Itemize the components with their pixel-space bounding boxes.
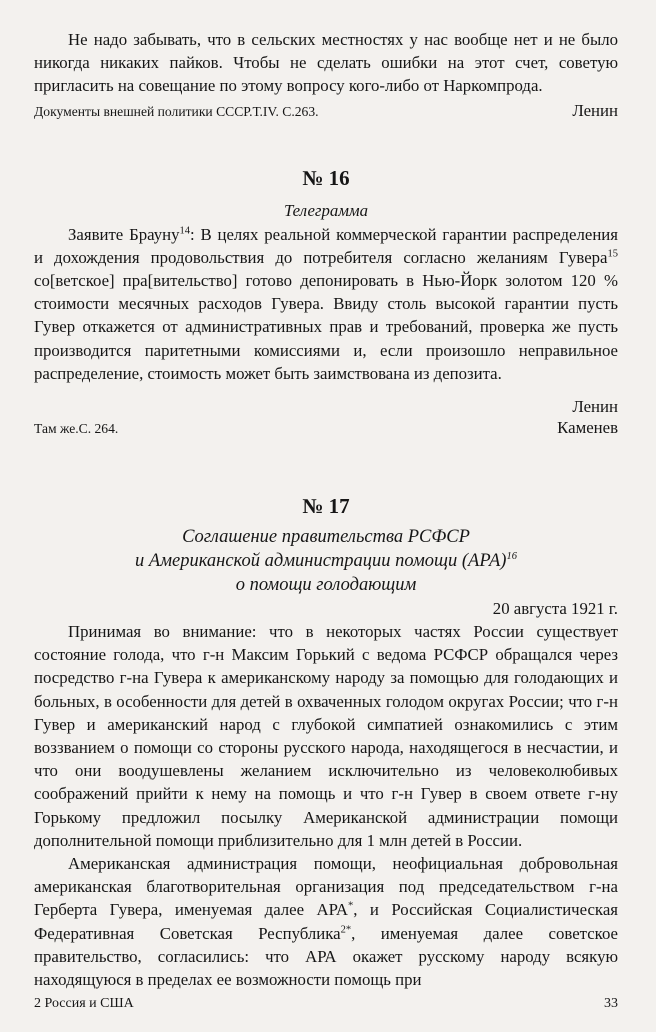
doc17-title-line3: о помощи голодающим [235,575,417,596]
doc16-telegram-text [34,223,618,385]
doc17-title-line2 [34,549,618,573]
footnote-ref-14: 14 [179,225,190,237]
doc16-text-part3: со[ветское] пра[вительство] готово депонировать в Нью-Йорк золотом 120 % стоимости месячных расходов Гувера. Ввиду столь высокой гарантии пусть Гувер откажется от административных прав и требований, проверка же пусть производится паритетными комиссиями и, если произошло неправильное распределение, стоимость может быть заимствована из депозита. [34,271,618,383]
doc16-source: Там же.С. 264. [34,421,119,437]
doc17-title-line1: Соглашение правительства РСФСР [182,527,470,548]
doc17-number: № 17 [302,494,350,519]
doc16-text-part1: Заявите Брауну [68,224,180,244]
doc15-signature: Ленин [572,100,618,120]
footer-signature-mark: 2 Россия и США [34,996,134,1011]
doc16-citation-row [34,418,618,438]
doc15-source: Документы внешней политики СССР.Т.IV. С.263. [34,103,319,119]
doc16-text-part2: : В целях реальной коммерческой гарантии распределения и дохождения продовольствия до потребителя согласно желаниям Гувера [34,224,618,267]
doc15-citation-row [34,101,618,121]
footnote-ref-star: * [347,900,354,912]
doc16-signature-kamenev: Каменев [557,418,618,438]
doc17-paragraph2-part2: , и Российская Социалистическая Федеративная Советская Республика [34,900,619,943]
doc17-paragraph2-part1: Американская администрация помощи, неофициальная добровольная американская благотворительная организация под председательством г-на Герберта Гувера, именуемая далее АРА [34,854,618,920]
doc15-closing-paragraph: Не надо забывать, что в сельских местностях у нас вообще нет и не было никогда никаких пайков. Чтобы не сделать ошибки на этот счет, советую пригласить на совещание по этому вопросу кого-либо от Наркомпрода. [34,30,618,96]
doc17-paragraph1: Принимая во внимание: что в некоторых частях России существует состояние голода, что г-н Максим Горький с ведома РСФСР обращался через посредство г-на Гувера к американскому народу за помощью для голодающих и больных, в особенности для детей в охваченных голодом округах России; что г-н Гувер и американский народ с глубокой симпатией ознакомились с этим воззванием о помощи со стороны русского народа, находящегося в несчастии, и что они воодушевлены желанием исключительно из человеколюбивых соображений прийти к нему на помощь и что г-н Гувер в своем ответе г-ну Горькому предложил посылку Американской администрации помощи дополнительной помощи приблизительно для 1 млн детей в России. [34,622,618,850]
doc16-type: Телеграмма [283,200,369,220]
footnote-ref-2star: 2* [340,924,352,936]
footnote-ref-15: 15 [607,248,618,260]
footnote-ref-16: 16 [506,550,517,562]
doc17-title [34,525,618,597]
doc17-paragraph2-part3: , именуемая далее советское правительство, согласились: что АРА окажет русскому народу всякую находящуюся в пределах ее возможности помощь при [34,923,618,990]
doc17-paragraph2 [34,852,618,991]
doc16-number: № 16 [302,165,350,190]
page-number: 33 [604,996,618,1011]
doc17-date: 20 августа 1921 г. [492,599,618,619]
page [34,28,618,991]
page-footer [34,996,618,1012]
doc16-signature-lenin: Ленин [572,397,618,417]
doc17-title-line2-text: и Американской администрации помощи (АРА) [135,551,507,572]
